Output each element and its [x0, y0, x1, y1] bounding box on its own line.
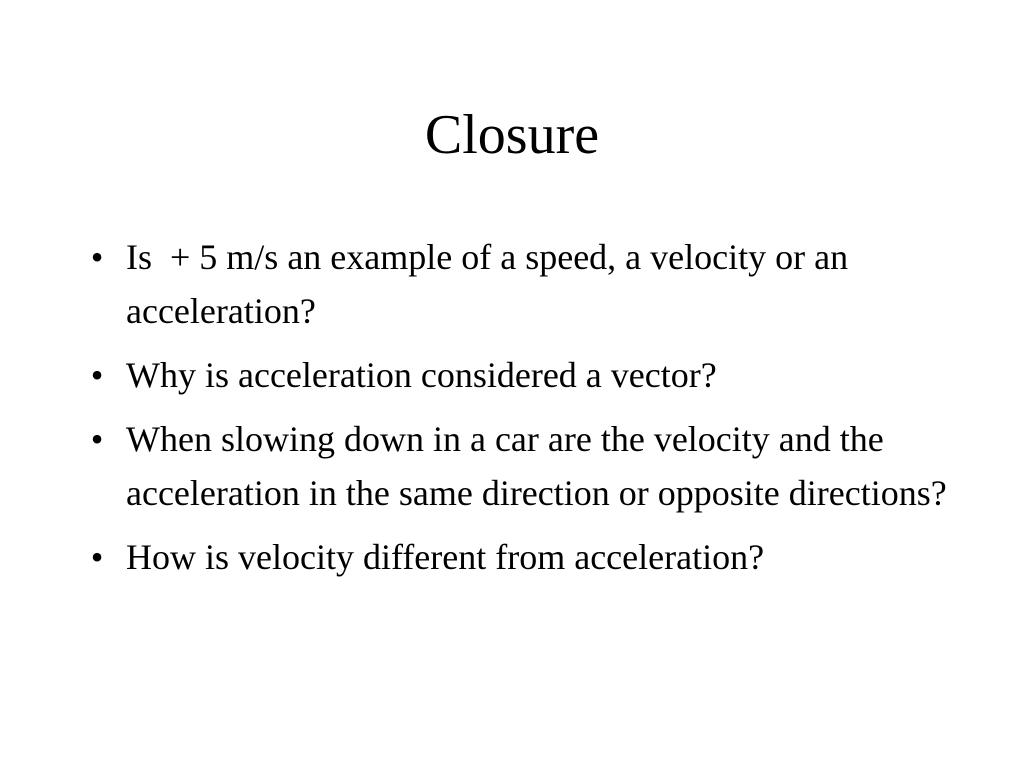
bullet-item-3: [82, 412, 962, 520]
bullet-item-4: [82, 530, 962, 584]
bullet-icon: •: [90, 355, 104, 395]
bullet-text: When slowing down in a car are the velocity and the acceleration in the same direction or opposite directions?: [126, 419, 947, 513]
bullet-text: + 5 m/s an example of a speed, a velocity or an acceleration?: [126, 237, 849, 331]
bullet-prefix: Is: [126, 237, 152, 277]
slide-title: Closure: [424, 104, 600, 166]
bullet-item-1: [82, 230, 962, 338]
bullet-icon: •: [90, 537, 104, 577]
bullet-icon: •: [90, 237, 104, 277]
bullet-text: Why is acceleration considered a vector?: [126, 355, 717, 395]
bullet-list: [82, 230, 962, 594]
bullet-icon: •: [90, 419, 104, 459]
bullet-item-2: [82, 348, 962, 402]
bullet-text: How is velocity different from acceleration?: [126, 537, 765, 577]
